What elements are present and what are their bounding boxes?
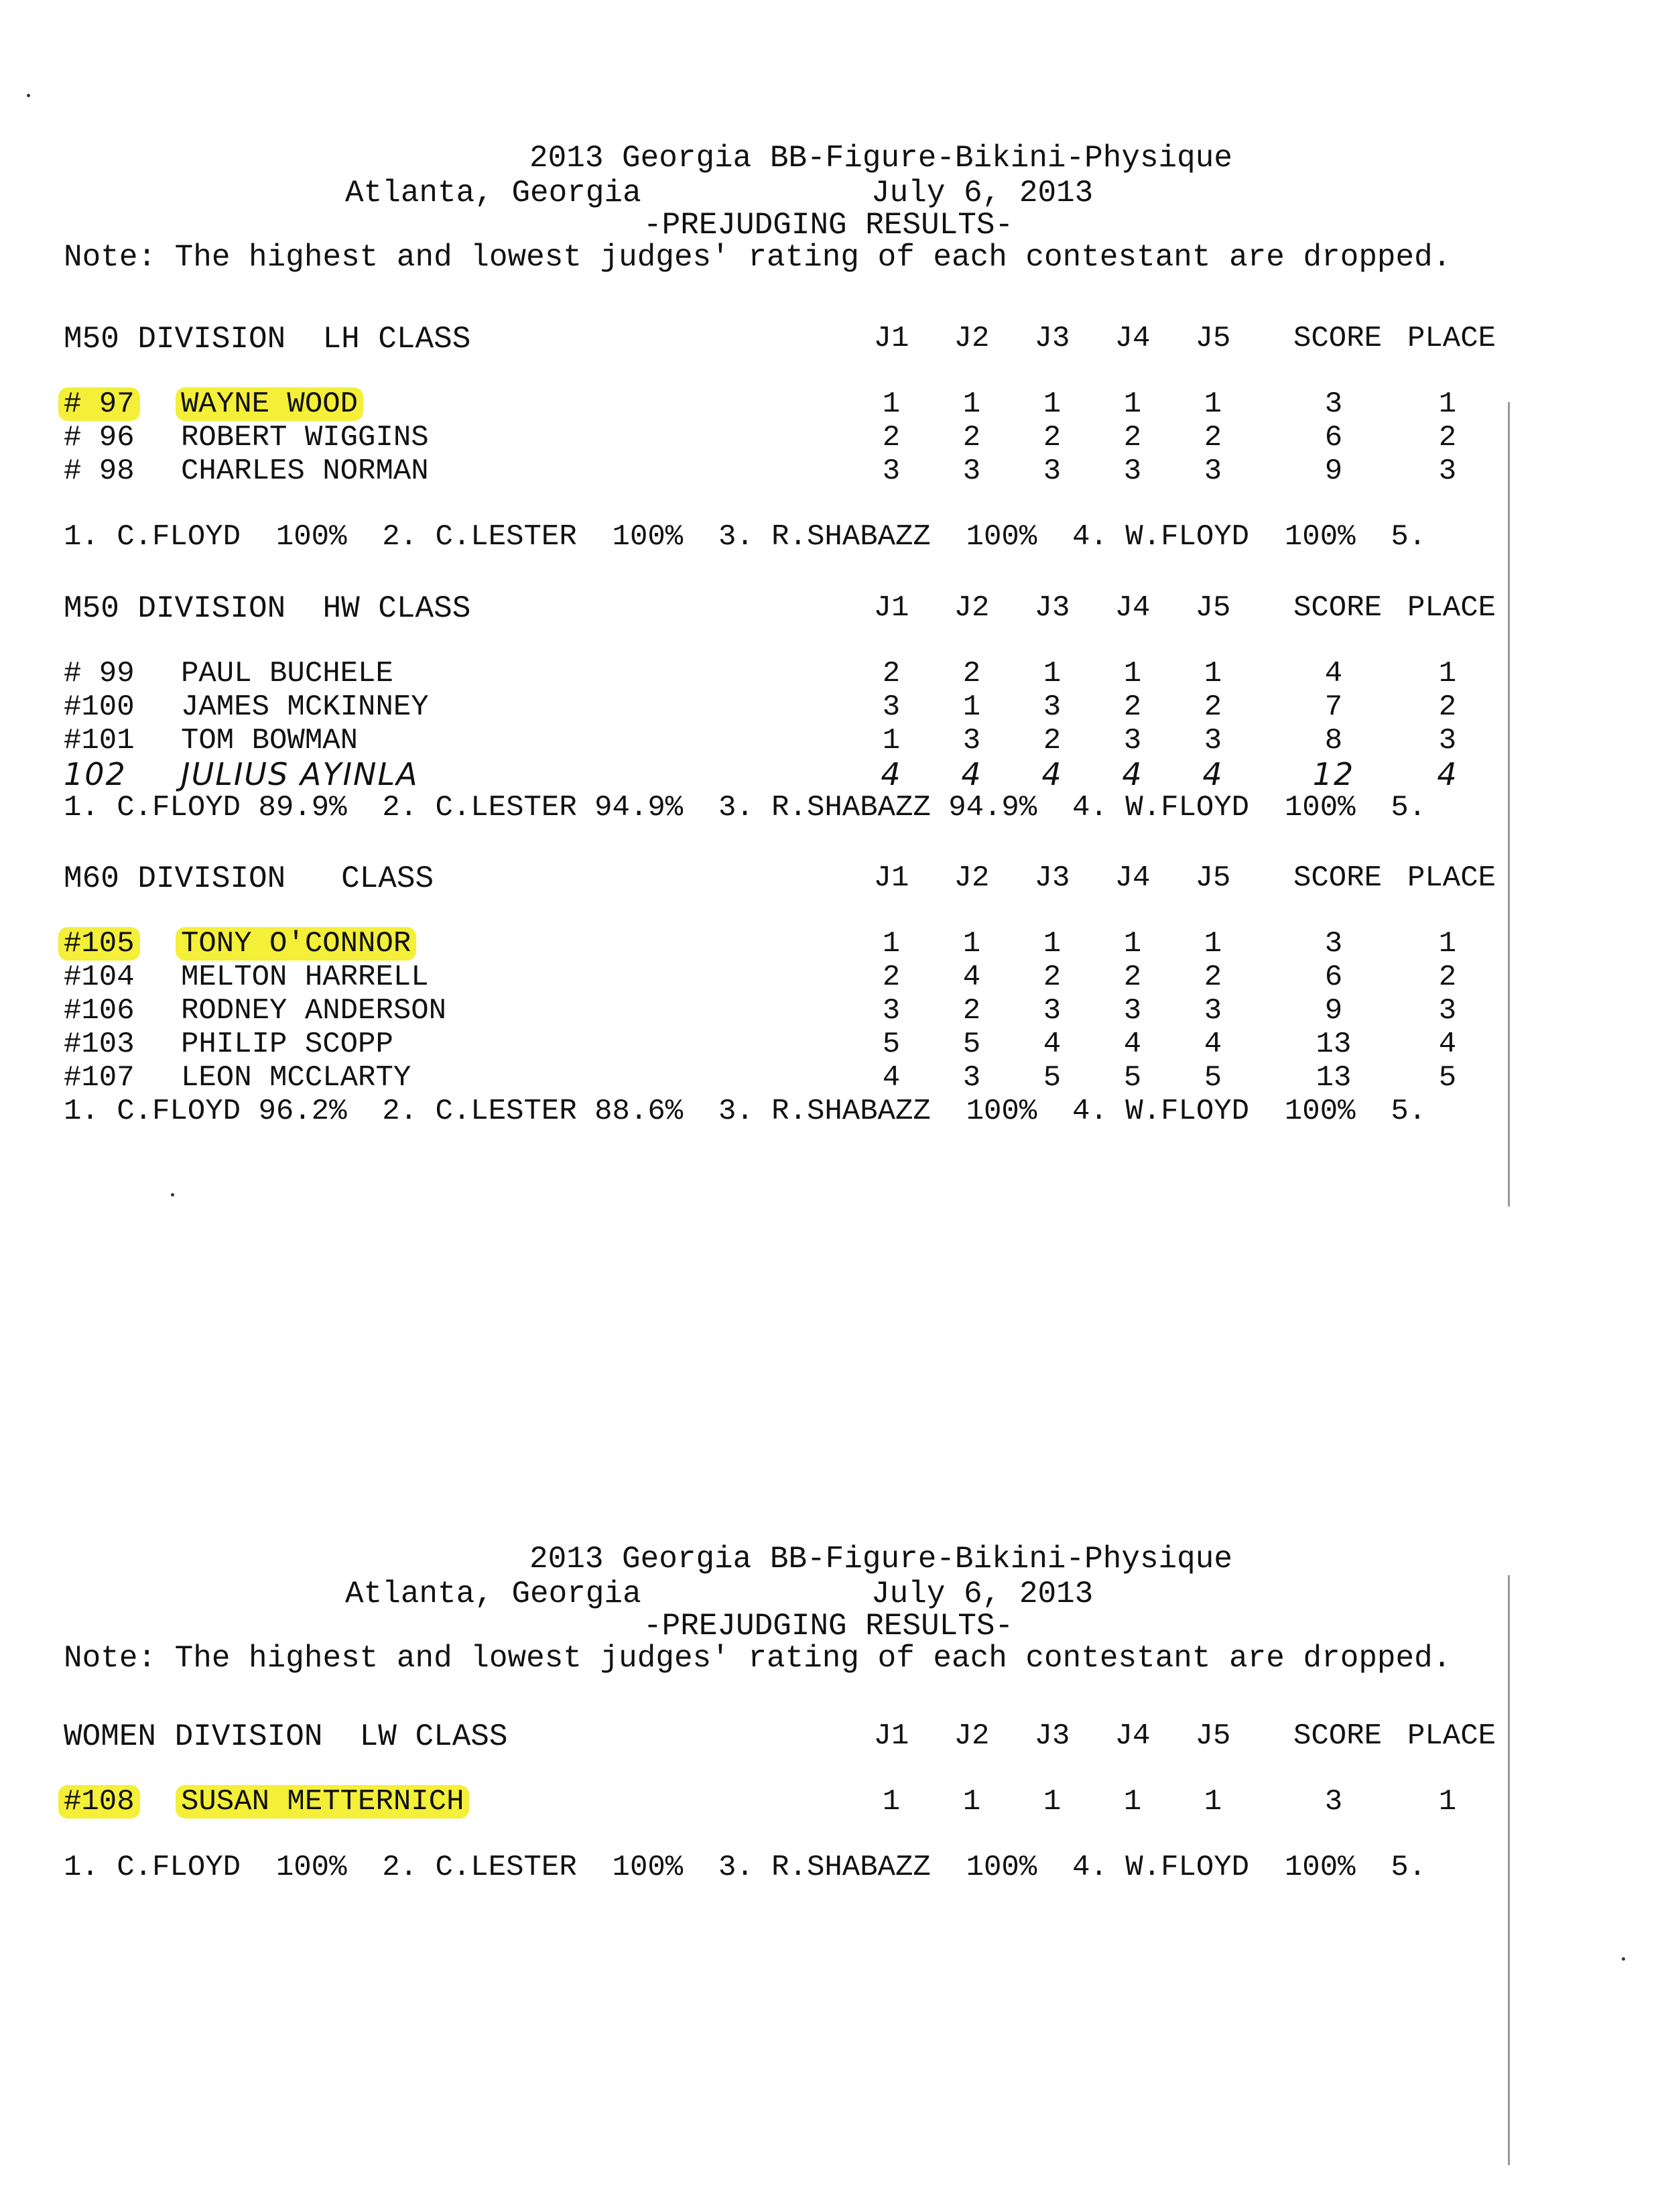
judge-score: 3 bbox=[1043, 690, 1062, 724]
judge-score: 1 bbox=[962, 387, 981, 421]
column-header: J3 bbox=[1034, 1719, 1070, 1753]
judge-score: 1 bbox=[1043, 657, 1062, 690]
judge-score: 1 bbox=[882, 1785, 901, 1819]
contestant-number: #106 bbox=[64, 994, 135, 1028]
judge-score: 2 bbox=[882, 657, 901, 690]
division-heading: M50 DIVISION LH CLASS bbox=[64, 322, 471, 357]
judge-score: 5 bbox=[1043, 1061, 1062, 1095]
judge-score: 2 bbox=[1043, 421, 1062, 454]
judge-score: 2 bbox=[1204, 961, 1222, 994]
column-header: J2 bbox=[954, 861, 990, 895]
column-header: J3 bbox=[1034, 322, 1070, 355]
judge-score: 2 bbox=[1043, 961, 1062, 994]
judge-score: 1 bbox=[962, 690, 981, 724]
judge-score: 3 bbox=[1123, 724, 1142, 757]
column-header: SCORE bbox=[1293, 591, 1383, 625]
judge-score: 4 bbox=[1043, 1028, 1062, 1061]
placement: 2 bbox=[1438, 690, 1457, 724]
total-score: 3 bbox=[1324, 927, 1343, 961]
scan-speck bbox=[27, 94, 30, 97]
total-score: 7 bbox=[1324, 690, 1343, 724]
judge-score: 5 bbox=[962, 1028, 981, 1061]
division-heading: M60 DIVISION CLASS bbox=[64, 861, 434, 896]
total-score: 13 bbox=[1316, 1028, 1352, 1061]
judge-score: 3 bbox=[962, 1061, 981, 1095]
judge-score: 4 bbox=[1204, 1028, 1222, 1061]
column-header: J5 bbox=[1195, 1719, 1231, 1753]
judge-score: 2 bbox=[1204, 421, 1222, 454]
judge-score: 2 bbox=[1123, 421, 1142, 454]
judge-score: 1 bbox=[1123, 927, 1142, 961]
column-header: J2 bbox=[954, 322, 990, 355]
judges-agreement-line: 1. C.FLOYD 100% 2. C.LESTER 100% 3. R.SHABAZZ 100% 4. W.FLOYD 100% 5. bbox=[64, 1851, 1427, 1884]
sheet-date: July 6, 2013 bbox=[871, 1577, 1094, 1611]
column-header: J2 bbox=[954, 1719, 990, 1753]
sheet-note: Note: The highest and lowest judges' rating of each contestant are dropped. bbox=[64, 1641, 1452, 1676]
judges-agreement-line: 1. C.FLOYD 89.9% 2. C.LESTER 94.9% 3. R.SHABAZZ 94.9% 4. W.FLOYD 100% 5. bbox=[64, 791, 1427, 824]
contestant-name: LEON MCCLARTY bbox=[181, 1061, 411, 1095]
contestant-number: #103 bbox=[64, 1028, 135, 1061]
contestant-number: #101 bbox=[64, 724, 135, 757]
judge-score: 1 bbox=[1123, 1785, 1142, 1819]
judge-score: 4 bbox=[1041, 756, 1063, 792]
sheet-subtitle: -PREJUDGING RESULTS- bbox=[643, 1609, 1014, 1644]
column-header: J5 bbox=[1195, 861, 1231, 895]
contestant-name: PHILIP SCOPP bbox=[181, 1028, 393, 1061]
placement: 4 bbox=[1438, 1028, 1457, 1061]
column-header: SCORE bbox=[1293, 1719, 1383, 1753]
total-score: 3 bbox=[1324, 1785, 1343, 1819]
placement: 3 bbox=[1438, 454, 1457, 488]
contestant-number: #108 bbox=[58, 1785, 140, 1819]
contestant-name: CHARLES NORMAN bbox=[181, 454, 429, 488]
column-header: SCORE bbox=[1293, 322, 1383, 355]
sheet-note: Note: The highest and lowest judges' rating of each contestant are dropped. bbox=[64, 240, 1452, 275]
judge-score: 2 bbox=[962, 994, 981, 1028]
placement: 1 bbox=[1438, 387, 1457, 421]
contestant-number: #105 bbox=[58, 927, 140, 961]
judge-score: 1 bbox=[882, 927, 901, 961]
contestant-number: 102 bbox=[64, 756, 127, 792]
division-heading: M50 DIVISION HW CLASS bbox=[64, 591, 471, 626]
sheet-location: Atlanta, Georgia bbox=[345, 176, 641, 210]
judge-score: 1 bbox=[1123, 387, 1142, 421]
total-score: 9 bbox=[1324, 994, 1343, 1028]
total-score: 12 bbox=[1312, 756, 1355, 792]
judge-score: 2 bbox=[962, 657, 981, 690]
judge-score: 3 bbox=[1043, 454, 1062, 488]
column-header: PLACE bbox=[1407, 861, 1496, 895]
placement: 1 bbox=[1438, 1785, 1457, 1819]
judges-agreement-line: 1. C.FLOYD 100% 2. C.LESTER 100% 3. R.SHABAZZ 100% 4. W.FLOYD 100% 5. bbox=[64, 520, 1427, 554]
judge-score: 1 bbox=[962, 927, 981, 961]
judge-score: 2 bbox=[882, 421, 901, 454]
column-header: J2 bbox=[954, 591, 990, 625]
judge-score: 4 bbox=[1123, 1028, 1142, 1061]
judge-score: 3 bbox=[1123, 994, 1142, 1028]
judge-score: 3 bbox=[882, 454, 901, 488]
column-header: SCORE bbox=[1293, 861, 1383, 895]
judge-score: 2 bbox=[1043, 724, 1062, 757]
column-header: J5 bbox=[1195, 322, 1231, 355]
judge-score: 3 bbox=[1204, 994, 1222, 1028]
judge-score: 5 bbox=[1204, 1061, 1222, 1095]
judge-score: 3 bbox=[882, 994, 901, 1028]
sheet-location: Atlanta, Georgia bbox=[345, 1577, 641, 1611]
column-header: J4 bbox=[1114, 322, 1151, 355]
column-header: J5 bbox=[1195, 591, 1231, 625]
column-header: J3 bbox=[1034, 861, 1070, 895]
contestant-number: # 99 bbox=[64, 657, 135, 690]
judge-score: 1 bbox=[1204, 1785, 1222, 1819]
scan-speck bbox=[1622, 1957, 1625, 1961]
judge-score: 5 bbox=[882, 1028, 901, 1061]
total-score: 8 bbox=[1324, 724, 1343, 757]
judge-score: 1 bbox=[1043, 1785, 1062, 1819]
judge-score: 3 bbox=[1204, 454, 1222, 488]
contestant-name: SUSAN METTERNICH bbox=[176, 1785, 469, 1819]
column-header: J4 bbox=[1114, 591, 1151, 625]
contestant-name: PAUL BUCHELE bbox=[181, 657, 393, 690]
total-score: 9 bbox=[1324, 454, 1343, 488]
judge-score: 4 bbox=[1202, 756, 1224, 792]
judge-score: 3 bbox=[962, 724, 981, 757]
division-heading: WOMEN DIVISION LW CLASS bbox=[64, 1719, 508, 1754]
judge-score: 1 bbox=[1204, 387, 1222, 421]
column-header: PLACE bbox=[1407, 591, 1496, 625]
judge-score: 3 bbox=[882, 690, 901, 724]
judges-agreement-line: 1. C.FLOYD 96.2% 2. C.LESTER 88.6% 3. R.SHABAZZ 100% 4. W.FLOYD 100% 5. bbox=[64, 1095, 1427, 1128]
column-header: J1 bbox=[873, 861, 909, 895]
sheet-title: 2013 Georgia BB-Figure-Bikini-Physique bbox=[529, 141, 1232, 176]
scan-speck bbox=[171, 1193, 174, 1196]
contestant-name: ROBERT WIGGINS bbox=[181, 421, 429, 454]
column-header: J3 bbox=[1034, 591, 1070, 625]
contestant-name: JAMES MCKINNEY bbox=[181, 690, 429, 724]
judge-score: 3 bbox=[1123, 454, 1142, 488]
contestant-name: WAYNE WOOD bbox=[176, 387, 363, 421]
contestant-number: # 98 bbox=[64, 454, 135, 488]
total-score: 6 bbox=[1324, 421, 1343, 454]
judge-score: 5 bbox=[1123, 1061, 1142, 1095]
placement: 4 bbox=[1437, 756, 1458, 792]
scan-margin-line bbox=[1508, 402, 1510, 1207]
placement: 1 bbox=[1438, 657, 1457, 690]
total-score: 6 bbox=[1324, 961, 1343, 994]
judge-score: 2 bbox=[1204, 690, 1222, 724]
contestant-name: TOM BOWMAN bbox=[181, 724, 359, 757]
placement: 1 bbox=[1438, 927, 1457, 961]
judge-score: 4 bbox=[961, 756, 982, 792]
judge-score: 1 bbox=[1204, 927, 1222, 961]
judge-score: 1 bbox=[962, 1785, 981, 1819]
column-header: PLACE bbox=[1407, 322, 1496, 355]
sheet-subtitle: -PREJUDGING RESULTS- bbox=[643, 208, 1014, 243]
judge-score: 4 bbox=[962, 961, 981, 994]
judge-score: 4 bbox=[1122, 756, 1143, 792]
placement: 5 bbox=[1438, 1061, 1457, 1095]
contestant-number: #104 bbox=[64, 961, 135, 994]
contestant-number: #100 bbox=[64, 690, 135, 724]
judge-score: 2 bbox=[1123, 961, 1142, 994]
sheet-title: 2013 Georgia BB-Figure-Bikini-Physique bbox=[529, 1542, 1232, 1577]
column-header: J1 bbox=[873, 591, 909, 625]
judge-score: 1 bbox=[1043, 927, 1062, 961]
contestant-name: MELTON HARRELL bbox=[181, 961, 429, 994]
placement: 3 bbox=[1438, 724, 1457, 757]
scan-margin-line bbox=[1508, 1575, 1510, 2165]
total-score: 13 bbox=[1316, 1061, 1352, 1095]
placement: 2 bbox=[1438, 421, 1457, 454]
column-header: J4 bbox=[1114, 1719, 1151, 1753]
total-score: 4 bbox=[1324, 657, 1343, 690]
judge-score: 3 bbox=[1043, 994, 1062, 1028]
total-score: 3 bbox=[1324, 387, 1343, 421]
sheet-date: July 6, 2013 bbox=[871, 176, 1094, 210]
judge-score: 1 bbox=[1123, 657, 1142, 690]
contestant-number: #107 bbox=[64, 1061, 135, 1095]
contestant-name: RODNEY ANDERSON bbox=[181, 994, 447, 1028]
judge-score: 1 bbox=[882, 387, 901, 421]
column-header: PLACE bbox=[1407, 1719, 1496, 1753]
judge-score: 4 bbox=[881, 756, 902, 792]
judge-score: 3 bbox=[962, 454, 981, 488]
judge-score: 2 bbox=[1123, 690, 1142, 724]
column-header: J4 bbox=[1114, 861, 1151, 895]
contestant-name: TONY O'CONNOR bbox=[176, 927, 416, 961]
judge-score: 3 bbox=[1204, 724, 1222, 757]
column-header: J1 bbox=[873, 1719, 909, 1753]
judge-score: 1 bbox=[1043, 387, 1062, 421]
contestant-name: JULIUS AYINLA bbox=[181, 756, 419, 792]
column-header: J1 bbox=[873, 322, 909, 355]
judge-score: 2 bbox=[882, 961, 901, 994]
contestant-number: # 96 bbox=[64, 421, 135, 454]
placement: 3 bbox=[1438, 994, 1457, 1028]
judge-score: 1 bbox=[1204, 657, 1222, 690]
judge-score: 1 bbox=[882, 724, 901, 757]
judge-score: 2 bbox=[962, 421, 981, 454]
judge-score: 4 bbox=[882, 1061, 901, 1095]
contestant-number: # 97 bbox=[58, 387, 140, 421]
placement: 2 bbox=[1438, 961, 1457, 994]
